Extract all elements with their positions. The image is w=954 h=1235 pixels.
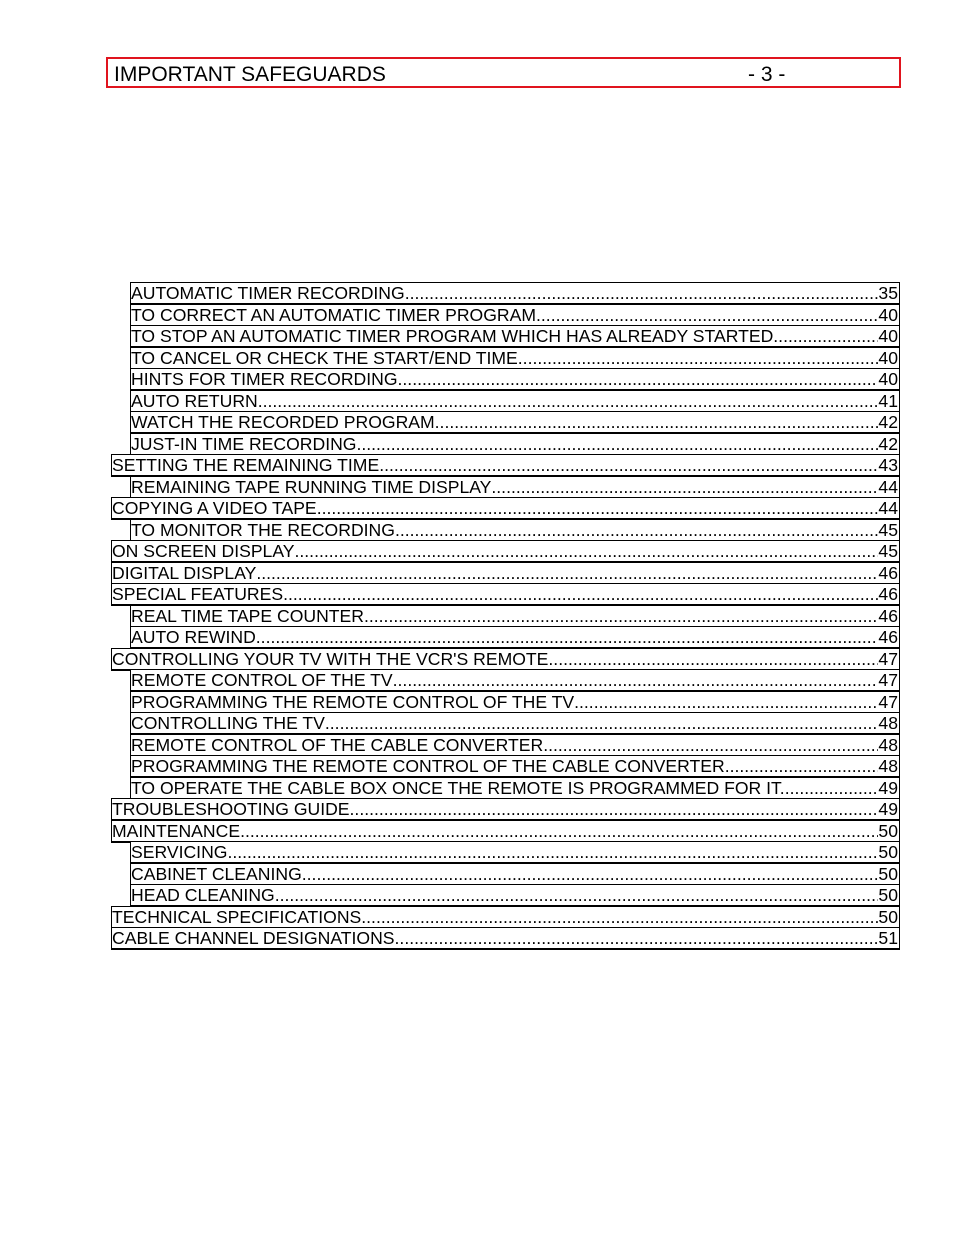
toc-entry[interactable] xyxy=(130,884,900,907)
toc-entry-title: TROUBLESHOOTING GUIDE xyxy=(112,799,350,819)
toc-dot-leader xyxy=(379,455,878,475)
toc-entry[interactable] xyxy=(111,562,900,585)
toc-entry[interactable] xyxy=(130,282,900,305)
toc-entry-page: 40 xyxy=(878,305,898,325)
toc-entry-title: ON SCREEN DISPLAY xyxy=(112,541,295,561)
toc-dot-leader xyxy=(395,520,878,540)
toc-dot-leader xyxy=(548,649,878,669)
toc-entry-page: 45 xyxy=(878,520,898,540)
toc-entry-page: 50 xyxy=(878,885,898,905)
toc-entry-page: 50 xyxy=(878,907,898,927)
toc-dot-leader xyxy=(295,541,879,561)
toc-entry-title: REAL TIME TAPE COUNTER xyxy=(131,606,364,626)
toc-entry[interactable] xyxy=(130,626,900,649)
toc-entry[interactable] xyxy=(111,540,900,563)
toc-dot-leader xyxy=(240,821,878,841)
toc-entry-page: 47 xyxy=(878,649,898,669)
toc-dot-leader xyxy=(227,842,878,862)
toc-entry-title: CONTROLLING THE TV xyxy=(131,713,325,733)
toc-entry[interactable] xyxy=(130,777,900,800)
toc-entry-title: AUTO RETURN xyxy=(131,391,258,411)
toc-entry-page: 51 xyxy=(878,928,898,948)
toc-entry-page: 47 xyxy=(878,692,898,712)
toc-entry[interactable] xyxy=(130,841,900,864)
toc-entry-page: 45 xyxy=(878,541,898,561)
toc-entry[interactable] xyxy=(111,906,900,929)
toc-entry-title: SETTING THE REMAINING TIME xyxy=(112,455,380,475)
toc-dot-leader xyxy=(256,563,878,583)
toc-entry[interactable] xyxy=(111,583,900,606)
toc-entry-title: SPECIAL FEATURES xyxy=(112,584,284,604)
toc-entry-page: 41 xyxy=(878,391,898,411)
toc-dot-leader xyxy=(283,584,878,604)
toc-entry-title: HINTS FOR TIMER RECORDING xyxy=(131,369,398,389)
toc-entry-title: PROGRAMMING THE REMOTE CONTROL OF THE TV xyxy=(131,692,575,712)
toc-entry[interactable] xyxy=(111,798,900,821)
toc-entry[interactable] xyxy=(130,669,900,692)
toc-entry[interactable] xyxy=(111,454,900,477)
toc-entry-title: TO STOP AN AUTOMATIC TIMER PROGRAM WHICH HAS ALREADY STARTED xyxy=(131,326,774,346)
toc-entry-title: HEAD CLEANING xyxy=(131,885,275,905)
toc-entry[interactable] xyxy=(130,325,900,348)
toc-entry-title: COPYING A VIDEO TAPE xyxy=(112,498,317,518)
toc-entry[interactable] xyxy=(130,519,900,542)
toc-dot-leader xyxy=(256,627,879,647)
toc-entry[interactable] xyxy=(130,691,900,714)
toc-entry-title: TO MONITOR THE RECORDING xyxy=(131,520,395,540)
toc-entry-page: 35 xyxy=(878,283,898,303)
toc-entry[interactable] xyxy=(111,648,900,671)
toc-entry-title: TO CANCEL OR CHECK THE START/END TIME xyxy=(131,348,518,368)
toc-entry-page: 48 xyxy=(878,713,898,733)
toc-dot-leader xyxy=(773,326,878,346)
toc-entry-title: CABINET CLEANING xyxy=(131,864,302,884)
toc-entry[interactable] xyxy=(111,927,900,950)
toc-entry[interactable] xyxy=(111,497,900,520)
toc-entry-title: REMOTE CONTROL OF THE CABLE CONVERTER xyxy=(131,735,544,755)
toc-entry-page: 50 xyxy=(878,842,898,862)
toc-dot-leader xyxy=(317,498,879,518)
toc-dot-leader xyxy=(518,348,879,368)
toc-entry-page: 46 xyxy=(878,606,898,626)
toc-dot-leader xyxy=(491,477,878,497)
toc-entry-title: TO CORRECT AN AUTOMATIC TIMER PROGRAM xyxy=(131,305,537,325)
toc-dot-leader xyxy=(361,907,878,927)
toc-dot-leader xyxy=(398,369,879,389)
toc-entry-page: 40 xyxy=(878,326,898,346)
toc-entry[interactable] xyxy=(130,368,900,391)
toc-entry[interactable] xyxy=(130,863,900,886)
toc-entry-page: 40 xyxy=(878,369,898,389)
toc-dot-leader xyxy=(574,692,878,712)
toc-entry-page: 46 xyxy=(878,627,898,647)
toc-dot-leader xyxy=(275,885,879,905)
toc-entry[interactable] xyxy=(130,755,900,778)
toc-dot-leader xyxy=(258,391,879,411)
toc-entry-title: REMOTE CONTROL OF THE TV xyxy=(131,670,393,690)
toc-dot-leader xyxy=(785,778,879,798)
toc-entry[interactable] xyxy=(130,605,900,628)
toc-dot-leader xyxy=(435,412,879,432)
toc-dot-leader xyxy=(543,735,878,755)
toc-entry[interactable] xyxy=(130,347,900,370)
toc-entry-page: 40 xyxy=(878,348,898,368)
toc-entry-title: DIGITAL DISPLAY xyxy=(112,563,257,583)
toc-entry-page: 46 xyxy=(878,563,898,583)
page-number: - 3 - xyxy=(748,63,786,86)
toc-entry[interactable] xyxy=(130,304,900,327)
toc-entry-title: AUTO REWIND xyxy=(131,627,256,647)
toc-dot-leader xyxy=(405,283,879,303)
toc-entry-title: TO OPERATE THE CABLE BOX ONCE THE REMOTE IS PROGRAMMED FOR IT. xyxy=(131,778,785,798)
toc-entry[interactable] xyxy=(130,411,900,434)
toc-entry-title: REMAINING TAPE RUNNING TIME DISPLAY xyxy=(131,477,492,497)
toc-entry-title: CABLE CHANNEL DESIGNATIONS xyxy=(112,928,395,948)
toc-dot-leader xyxy=(395,928,879,948)
toc-entry[interactable] xyxy=(130,734,900,757)
toc-entry-page: 43 xyxy=(878,455,898,475)
toc-entry-page: 42 xyxy=(878,412,898,432)
toc-dot-leader xyxy=(364,606,878,626)
toc-entry-title: TECHNICAL SPECIFICATIONS xyxy=(112,907,362,927)
toc-entry-title: CONTROLLING YOUR TV WITH THE VCR'S REMOTE xyxy=(112,649,549,669)
toc-entry-page: 42 xyxy=(878,434,898,454)
toc-entry-page: 50 xyxy=(878,821,898,841)
toc-entry-title: PROGRAMMING THE REMOTE CONTROL OF THE CABLE CONVERTER xyxy=(131,756,725,776)
toc-entry-page: 48 xyxy=(878,735,898,755)
page-header xyxy=(106,57,901,88)
toc-entry[interactable] xyxy=(111,820,900,843)
toc-entry[interactable] xyxy=(130,433,900,456)
toc-entry-title: AUTOMATIC TIMER RECORDING xyxy=(131,283,405,303)
toc-entry-title: JUST-IN TIME RECORDING xyxy=(131,434,357,454)
toc-dot-leader xyxy=(725,756,879,776)
toc-entry-page: 48 xyxy=(878,756,898,776)
toc-entry[interactable] xyxy=(130,712,900,735)
toc-dot-leader xyxy=(536,305,878,325)
toc-dot-leader xyxy=(393,670,879,690)
toc-dot-leader xyxy=(350,799,879,819)
toc-entry-page: 44 xyxy=(878,498,898,518)
toc-entry-page: 46 xyxy=(878,584,898,604)
toc-entry-title: SERVICING xyxy=(131,842,228,862)
toc-entry-page: 44 xyxy=(878,477,898,497)
toc-entry-page: 50 xyxy=(878,864,898,884)
toc-entry[interactable] xyxy=(130,476,900,499)
toc-entry-page: 47 xyxy=(878,670,898,690)
toc-dot-leader xyxy=(356,434,878,454)
toc-dot-leader xyxy=(302,864,879,884)
toc-entry[interactable] xyxy=(130,390,900,413)
toc-dot-leader xyxy=(325,713,879,733)
page-title: IMPORTANT SAFEGUARDS xyxy=(114,63,386,86)
toc-entry-title: MAINTENANCE xyxy=(112,821,241,841)
toc-entry-page: 49 xyxy=(878,799,898,819)
toc-entry-title: WATCH THE RECORDED PROGRAM xyxy=(131,412,435,432)
toc-entry-page: 49 xyxy=(878,778,898,798)
